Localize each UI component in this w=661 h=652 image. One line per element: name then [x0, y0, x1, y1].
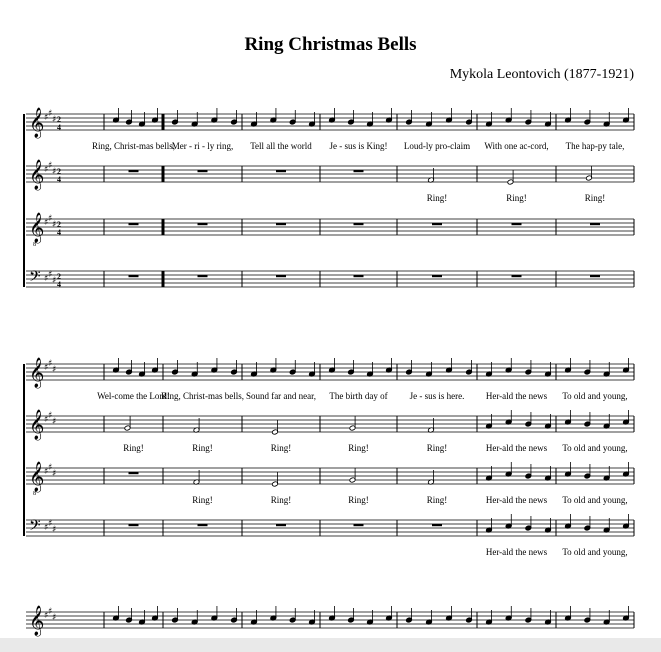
treble-clef: 𝄞	[29, 213, 45, 243]
lyric: To old and young,	[562, 495, 628, 505]
whole-rest	[276, 223, 286, 225]
bass-clef: 𝄢	[29, 268, 41, 289]
lyric: Ring!	[270, 443, 292, 453]
lyric: To old and young,	[562, 391, 628, 401]
sharp-sign: ♯	[52, 276, 57, 286]
whole-rest	[354, 524, 364, 526]
treble-clef: 𝄞	[29, 462, 45, 492]
treble-clef: 𝄞	[29, 358, 45, 388]
sharp-sign: ♯	[44, 274, 49, 284]
lyric: Je - sus is here.	[409, 391, 465, 401]
whole-rest	[276, 170, 286, 172]
whole-rest	[590, 275, 600, 277]
lyric: Ring!	[584, 193, 606, 203]
sharp-sign: ♯	[48, 214, 53, 224]
whole-rest	[432, 223, 442, 225]
horizontal-scrollbar[interactable]	[0, 638, 661, 652]
time-signature-bottom: 4	[57, 175, 61, 184]
whole-rest	[129, 524, 139, 526]
sharp-sign: ♯	[48, 411, 53, 421]
whole-rest	[129, 275, 139, 277]
sharp-sign: ♯	[52, 220, 57, 230]
sharp-sign: ♯	[44, 113, 49, 123]
sharp-sign: ♯	[48, 607, 53, 617]
sharp-sign: ♯	[48, 161, 53, 171]
whole-rest	[198, 223, 208, 225]
lyric: Tell all the world	[250, 141, 312, 151]
sharp-sign: ♯	[48, 359, 53, 369]
composer-credit: Mykola Leontovich (1877-1921)	[449, 67, 634, 82]
whole-rest	[590, 223, 600, 225]
whole-rest	[276, 275, 286, 277]
sharp-sign: ♯	[48, 519, 53, 529]
lyric: Ring!	[348, 495, 369, 505]
lyric: Ring, Christ-mas bells,	[92, 141, 175, 151]
lyric: Ring!	[192, 495, 213, 505]
lyric: To old and young,	[562, 547, 628, 557]
sharp-sign: ♯	[44, 363, 49, 373]
whole-rest	[198, 170, 208, 172]
time-signature-top: 2	[57, 272, 61, 281]
whole-rest	[276, 524, 286, 526]
lyric: To old and young,	[562, 443, 628, 453]
whole-rest	[354, 275, 364, 277]
treble-clef: 𝄞	[29, 108, 45, 138]
time-signature-top: 2	[57, 167, 61, 176]
treble-clef: 𝄞	[29, 606, 45, 636]
whole-rest	[129, 472, 139, 474]
lyric: Ring!	[426, 495, 448, 505]
lyric: Ring, Christ-mas bells,	[161, 391, 244, 401]
lyric: Sound far and near,	[245, 391, 317, 401]
whole-rest	[512, 275, 522, 277]
lyric: Ring!	[426, 193, 448, 203]
sharp-sign: ♯	[52, 365, 57, 375]
tenor-eight: 8	[33, 491, 36, 497]
whole-rest	[354, 223, 364, 225]
lyric: Ring!	[426, 443, 448, 453]
lyric: With one ac-cord,	[484, 141, 549, 151]
lyric: Ring!	[270, 495, 292, 505]
lyric: Her-ald the news	[485, 443, 548, 453]
whole-rest	[432, 275, 442, 277]
lyric: Je - sus is King!	[329, 141, 388, 151]
sharp-sign: ♯	[52, 525, 57, 535]
sharp-sign: ♯	[44, 611, 49, 621]
sharp-sign: ♯	[52, 469, 57, 479]
lyric: Wel-come the Lord!	[97, 391, 170, 401]
time-signature-top: 2	[57, 115, 61, 124]
lyric: The hap-py tale,	[565, 141, 625, 151]
lyric: Ring!	[348, 443, 369, 453]
whole-rest	[129, 170, 139, 172]
whole-rest	[432, 524, 442, 526]
sharp-sign: ♯	[44, 467, 49, 477]
sharp-sign: ♯	[52, 167, 57, 177]
sharp-sign: ♯	[52, 417, 57, 427]
sharp-sign: ♯	[44, 165, 49, 175]
lyric: Ring!	[123, 443, 144, 453]
sharp-sign: ♯	[52, 613, 57, 623]
treble-clef: 𝄞	[29, 410, 45, 440]
lyric: Mer - ri - ly ring,	[171, 141, 234, 151]
time-signature-top: 2	[57, 220, 61, 229]
lyric: Loud-ly pro-claim	[403, 141, 471, 151]
sharp-sign: ♯	[48, 270, 53, 280]
sharp-sign: ♯	[48, 109, 53, 119]
whole-rest	[354, 170, 364, 172]
sharp-sign: ♯	[52, 115, 57, 125]
bass-clef: 𝄢	[29, 517, 41, 538]
time-signature-bottom: 4	[57, 228, 61, 237]
sharp-sign: ♯	[44, 523, 49, 533]
sharp-sign: ♯	[44, 415, 49, 425]
lyric: Her-ald the news	[485, 547, 548, 557]
lyric: Ring!	[192, 443, 213, 453]
whole-rest	[512, 223, 522, 225]
time-signature-bottom: 4	[57, 280, 61, 289]
whole-rest	[198, 524, 208, 526]
treble-clef: 𝄞	[29, 160, 45, 190]
whole-rest	[129, 223, 139, 225]
whole-rest	[198, 275, 208, 277]
score-title: Ring Christmas Bells	[244, 34, 417, 55]
lyric: Her-ald the news	[485, 391, 548, 401]
sharp-sign: ♯	[48, 463, 53, 473]
time-signature-bottom: 4	[57, 123, 61, 132]
tenor-eight: 8	[33, 242, 36, 248]
lyric: Ring!	[506, 193, 527, 203]
lyric: Her-ald the news	[485, 495, 548, 505]
lyric: The birth day of	[329, 391, 388, 401]
sharp-sign: ♯	[44, 218, 49, 228]
